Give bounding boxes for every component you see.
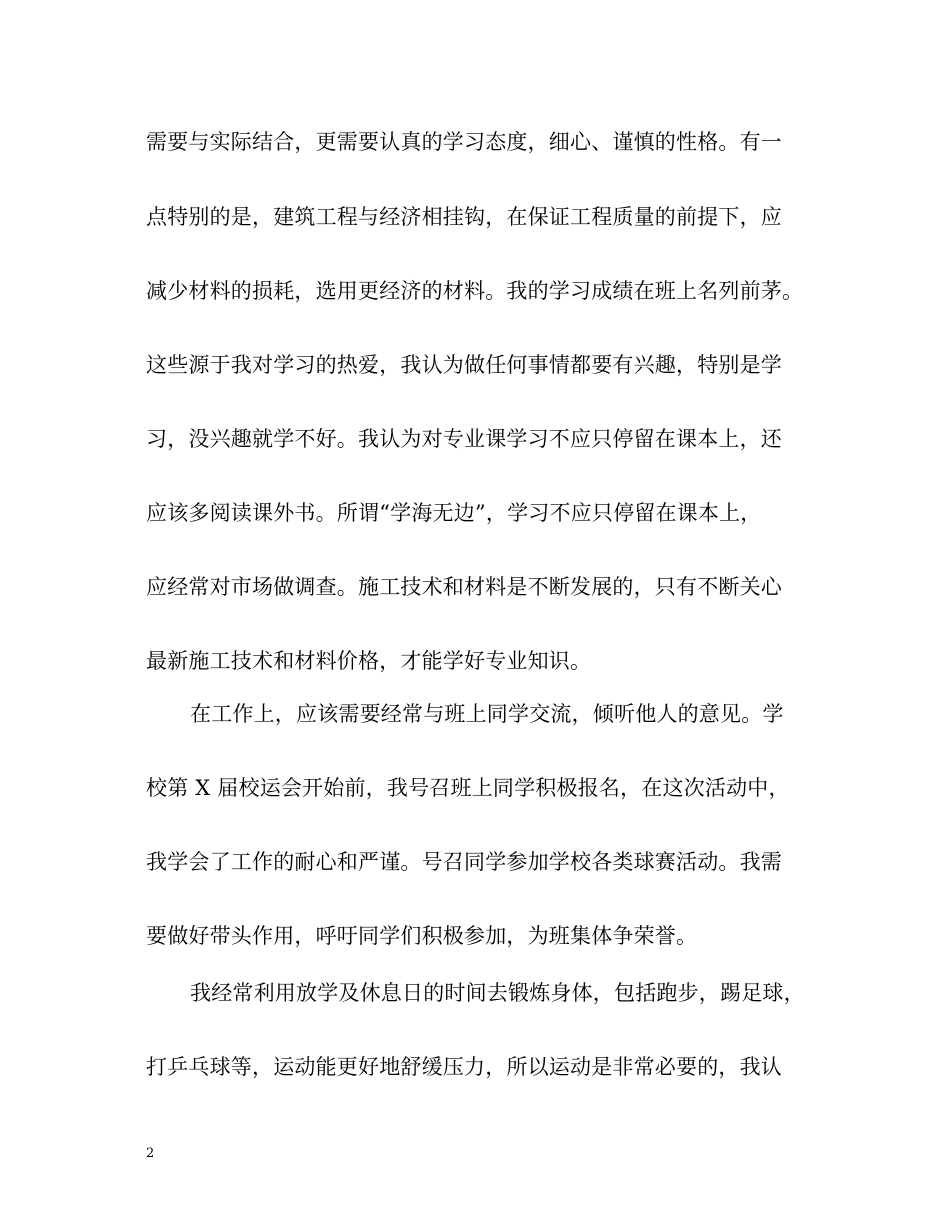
- paragraph-start-work: 在工作上，应该需要经常与班上同学交流，倾听他人的意见。学: [190, 702, 784, 726]
- text-line-11: 我学会了工作的耐心和严谨。号召同学参加学校各类球赛活动。我需: [146, 850, 782, 874]
- text-line-7: 应经常对市场做调查。施工技术和材料是不断发展的，只有不断关心: [146, 575, 782, 599]
- text-line-5: 习，没兴趣就学不好。我认为对专业课学习不应只停留在课本上，还: [146, 427, 782, 451]
- paragraph-start-exercise: 我经常利用放学及休息日的时间去锻炼身体，包括跑步，踢足球，: [190, 981, 805, 1005]
- text-line-8: 最新施工技术和材料价格，才能学好专业知识。: [146, 649, 592, 673]
- text-line-2: 点特别的是，建筑工程与经济相挂钩，在保证工程质量的前提下，应: [146, 205, 782, 229]
- text-line-10: 校第 X 届校运会开始前，我号召班上同学积极报名，在这次活动中，: [146, 776, 790, 800]
- text-line-3: 减少材料的损耗，选用更经济的材料。我的学习成绩在班上名列前茅。: [146, 279, 804, 303]
- text-line-12: 要做好带头作用，呼吁同学们积极参加，为班集体争荣誉。: [146, 924, 698, 948]
- text-line-1: 需要与实际结合，更需要认真的学习态度，细心、谨慎的性格。有一: [146, 130, 782, 154]
- text-line-14: 打乒乓球等，运动能更好地舒缓压力，所以运动是非常必要的，我认: [146, 1055, 782, 1079]
- page-number: 2: [146, 1146, 155, 1161]
- text-line-4: 这些源于我对学习的热爱，我认为做任何事情都要有兴趣，特别是学: [146, 353, 782, 377]
- text-line-6: 应该多阅读课外书。所谓“学海无边”，学习不应只停留在课本上，: [146, 501, 762, 525]
